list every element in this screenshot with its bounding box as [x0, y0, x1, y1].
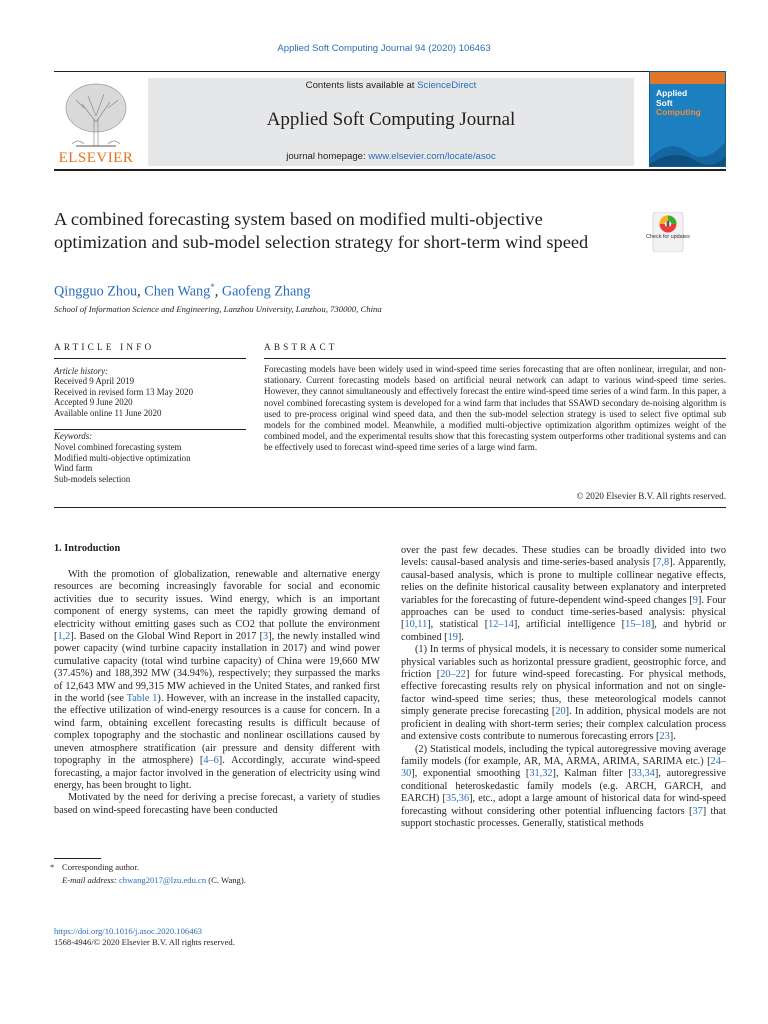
contents-prefix: Contents lists available at [305, 80, 418, 91]
homepage-link[interactable]: www.elsevier.com/locate/asoc [368, 151, 496, 162]
sciencedirect-link[interactable]: ScienceDirect [417, 80, 477, 91]
history-entry: Accepted 9 June 2020 [54, 397, 133, 408]
article-history [54, 366, 246, 418]
keyword: Wind farm [54, 463, 93, 474]
abstract-bottom-rule [54, 507, 726, 508]
doi-link[interactable]: https://doi.org/10.1016/j.asoc.2020.106463 [54, 926, 203, 936]
body-text-run: ], artificial intelligence [ [513, 619, 626, 631]
citation-link[interactable]: 1,2 [57, 631, 71, 643]
cover-title-line: Computing [656, 107, 701, 117]
history-entry: Received in revised form 13 May 2020 [54, 386, 194, 397]
body-text-run: ]. Four approaches can be used to conduct time-series-based analysis: physical [ [401, 594, 727, 631]
citation-link[interactable]: 10,11 [404, 619, 428, 631]
abstract-copyright: © 2020 Elsevier B.V. All rights reserved. [576, 491, 726, 501]
body-paragraph [54, 792, 380, 817]
masthead-top-rule [54, 71, 726, 72]
citation-link[interactable]: 23 [659, 731, 670, 743]
body-text-run: Motivated by the need for deriving a precise forecast, a variety of studies based on wind-speed forecasting have been conducted [54, 792, 380, 816]
citation-link[interactable]: 15–18 [625, 619, 651, 631]
citation-link[interactable]: 19 [447, 631, 458, 643]
citation-link[interactable]: 3 [263, 631, 269, 643]
email-link[interactable]: chwang2017@lzu.edu.cn [118, 874, 207, 885]
footnote-corresponding: Corresponding author. [62, 862, 139, 872]
abstract-heading: ABSTRACT [264, 342, 338, 352]
body-text-run: ], and hybrid or combined [ [401, 619, 726, 643]
keywords-rule [54, 429, 246, 430]
body-text-run: ]. Apparently, causal-based analysis, which is prone to multiple collinear negative effects, relies on the definite historical causality between explanatory and interpreted variables for the forecasting of future-dependent wind-speed changes [ [401, 557, 726, 606]
citation-link[interactable]: 37 [692, 805, 703, 817]
body-text-run: ], exponential smoothing [ [411, 768, 530, 780]
author-name[interactable]: Chen Wang [144, 283, 211, 300]
homepage-line [148, 151, 634, 162]
history-label: Article history: [54, 366, 108, 376]
citation-link[interactable]: 35,36 [445, 793, 470, 805]
abstract-rule [264, 358, 726, 359]
paper-title: A combined forecasting system based on modified multi-objective optimization and sub-model selection strategy for short-term wind speed [54, 209, 589, 252]
cover-title-line: Soft [656, 97, 673, 108]
body-text-run: ] that support stochastic processes. Generally, statistical methods [401, 805, 726, 829]
body-paragraph [401, 744, 726, 831]
journal-cover-thumbnail[interactable] [649, 71, 726, 167]
citation-link[interactable]: 20–22 [440, 669, 466, 681]
body-text-run: ]. Accordingly, accurate wind-speed forecasting, a major factor involved in the generation of electricity using wind energy, has been brought to light. [54, 755, 380, 791]
body-text-run: ]. In addition, physical models are not proficient in dealing with short-term series; their complex calculation process and extensive costs contribute to numerous forecasting errors [ [401, 706, 726, 743]
body-text-run: ] for future wind-speed forecasting. For physical methods, effective forecasting results rely on physical information and not on single-factor wind-speed time series; thus, these meteorological models cannot simply generate precise forecasting [ [401, 669, 727, 718]
cover-title-line: Applied [656, 88, 688, 98]
homepage-prefix: journal homepage: [286, 151, 369, 162]
body-text-run: ], etc., adopt a large amount of historical data for wind-speed forecasting without considering other potential influencing factors [ [401, 793, 726, 817]
citation-link[interactable]: 31,32 [529, 768, 553, 780]
journal-reference-link[interactable]: Applied Soft Computing Journal 94 (2020) 106463 [277, 43, 491, 54]
masthead-bottom-rule [54, 169, 726, 171]
author-affiliation: School of Information Science and Engineering, Lanzhou University, Lanzhou, 730000, China [54, 304, 382, 314]
crossmark-label[interactable]: Check for updates [646, 234, 690, 240]
cover-band [650, 72, 725, 84]
author-separator: , [137, 283, 145, 300]
body-text-run: (1) In terms of physical models, it is necessary to consider some numerical physical variables such as horizontal pressure gradient, geostrophic force, and friction [ [401, 644, 726, 681]
author-separator: , [214, 283, 222, 300]
section-heading-introduction: 1. Introduction [54, 543, 121, 554]
citation-link[interactable]: 20 [555, 706, 566, 718]
footnote [50, 861, 246, 887]
email-label: E-mail address: [62, 874, 117, 885]
body-text-run: ). However, with an increase in the installed capacity, the effective utilization of wind-energy resources is a cause for concern. In a wind farm, obtaining excellent forecasting results is difficult because of complex topography and the stochastic and nonlinear oscillations caused by uneven atmosphere stratification (air pressure and density different with topography in the atmosphere) [ [54, 693, 380, 767]
body-text-run: (2) Statistical models, including the typical autoregressive moving average family models (for example, AR, MA, ARMA, ARIMA, SARIMA etc.) [ [401, 743, 726, 767]
body-paragraph [401, 545, 726, 644]
article-info-heading: ARTICLE INFO [54, 342, 155, 352]
citation-link[interactable]: 24–30 [401, 755, 726, 780]
body-text-run: ]. [669, 731, 676, 743]
body-text-run: ], statistical [ [427, 619, 489, 631]
keyword: Novel combined forecasting system [54, 441, 182, 452]
body-text-run: ]. [457, 631, 464, 643]
citation-link[interactable]: 7,8 [656, 557, 670, 569]
body-paragraph [401, 644, 726, 743]
citation-link[interactable]: 33,34 [631, 768, 655, 780]
author-name[interactable]: Qingguo Zhou [54, 283, 138, 300]
keywords-block [54, 431, 246, 485]
body-column-left [54, 569, 380, 817]
body-column-right [401, 545, 726, 830]
author-name[interactable]: Gaofeng Zhang [221, 283, 311, 300]
keywords-label: Keywords: [54, 431, 93, 441]
abstract-text: Forecasting models have been widely used in wind-speed time series forecasting that are often nonlinear, irregular, and non-stationary. Current forecasting models based on artificial neural network can adapt to various wind-speed time series. However, they cannot simultaneously and effectively forecast the entire wind-speed time series of a wind farm. In this paper, a novel combined forecasting system is developed for a wind farm that includes that SSAWD secondary de-noising algorithm is used to pre-process original wind speed data, and then the sub-model selection strategy is used to select five optimal sub models for the combined model. Meanwhile, a modified multi-objective optimization algorithm optimizes weight of the combined model, and the experimental results show that this forecasting system outperforms other traditional systems and can be effectively used to forecast wind-speed time series of a large wind farm. [264, 364, 726, 453]
keyword: Sub-models selection [54, 474, 131, 485]
cover-art-icon [650, 118, 726, 167]
keyword: Modified multi-objective optimization [54, 452, 191, 463]
email-suffix: (C. Wang). [206, 874, 246, 885]
author-list [54, 282, 310, 301]
citation-link[interactable]: 9 [692, 594, 698, 606]
body-paragraph [54, 569, 380, 792]
body-text-run: With the promotion of globalization, renewable and alternative energy resources are becoming increasingly favorable for social and economic activities due to security issues. Wind energy, which is an important component of energy systems, can meet the rapidly growing demand of electricity without emitting gases such as CO2 that pollute the environment [ [54, 569, 380, 643]
body-text-run: ], autoregressive conditional heteroskedastic family models (e.g. ARCH, GARCH, and EARCH) [ [401, 768, 726, 805]
body-text-run: ]. Based on the Global Wind Report in 2017 [ [70, 631, 264, 643]
issn-copyright: 1568-4946/© 2020 Elsevier B.V. All rights reserved. [54, 937, 235, 947]
journal-title: Applied Soft Computing Journal [266, 109, 516, 130]
footnote-mark: * [50, 862, 55, 872]
crossmark-icon[interactable] [649, 212, 687, 252]
citation-link[interactable]: Table 1 [126, 693, 158, 705]
footnote-rule [54, 858, 101, 859]
body-text-run: over the past few decades. These studies can be broadly divided into two levels: causal-based analysis and time-series-based analysis [ [401, 545, 726, 569]
citation-link[interactable]: 12–14 [488, 619, 514, 631]
article-info-rule [54, 358, 246, 359]
elsevier-wordmark: ELSEVIER [58, 150, 134, 166]
cover-title [656, 89, 701, 118]
body-text-run: ], Kalman filter [ [552, 768, 632, 780]
history-entry: Available online 11 June 2020 [54, 407, 162, 418]
body-text-run: ], the newly installed wind power capacity (wind turbine capacity installation in 2017) and wind power cumulative capacity (total wind turbine capacity) of China were 19,660 MW (37.45%) and 188,392 MW (34.94%), respectively; they surpassed the marks of 12,643 MW and 99,315 MW achieved in the United States, and ranked first in the world (see [54, 631, 380, 705]
history-entry: Received 9 April 2019 [54, 376, 135, 387]
corresponding-author-mark[interactable]: * [210, 282, 215, 292]
citation-link[interactable]: 4–6 [203, 755, 219, 767]
contents-line [148, 80, 634, 91]
